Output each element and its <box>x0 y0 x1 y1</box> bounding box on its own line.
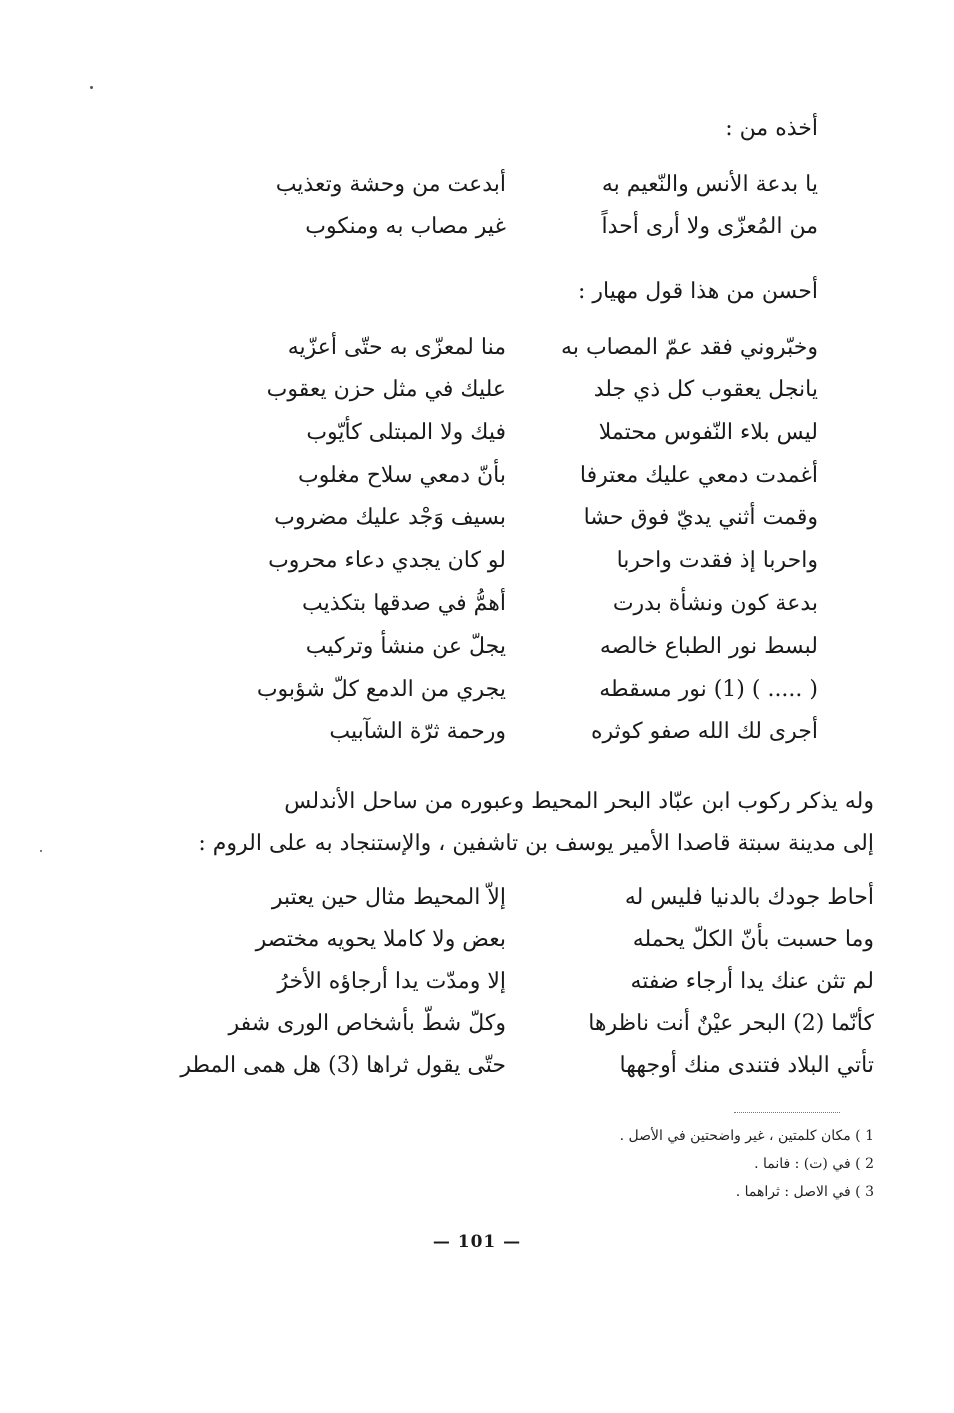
verse-c2-right: وما حسبت بأنّ الكلّ يحمله <box>632 927 874 952</box>
verse-a1-right: يا بدعة الأنس والنّعيم به <box>601 172 818 197</box>
verse-c3-left: إلا ومدّت يدا أرجاؤه الأخرُ <box>277 969 506 994</box>
verse-b8-right: لبسط نور الطباع خالصه <box>599 634 818 659</box>
verse-b7-left: أهمُّ في صدقها بتكذيب <box>302 591 506 616</box>
verse-c3-right: لم تثن عنك يدا أرجاء ضفته <box>630 969 874 994</box>
verse-b1-left: منا لمعزّى به حتّى أعزّيه <box>287 335 506 360</box>
verse-b3-right: ليس بلاء النّفوس محتملا <box>598 420 818 445</box>
verse-b4-right: أغمدت دمعي عليك معترفا <box>579 463 818 488</box>
verse-c2-left: بعض ولا كاملا يحويه مختصر <box>255 927 506 952</box>
verse-b2-left: عليك في مثل حزن يعقوب <box>266 377 506 402</box>
page-number: — 101 — <box>432 1232 522 1252</box>
scan-speck <box>90 86 93 89</box>
verse-b8-left: يجلّ عن منشأ وتركيب <box>305 634 506 659</box>
prose-line-1: وله يذكر ركوب ابن عبّاد البحر المحيط وعبوره من ساحل الأندلس <box>284 789 874 814</box>
verse-a2-right: من المُعزّى ولا أرى أحداً <box>601 214 818 239</box>
mihyar-heading: أحسن من هذا قول مهيار : <box>577 279 818 304</box>
verse-a1-left: أبدعت من وحشة وتعذيب <box>275 172 506 197</box>
verse-b2-right: يانجل يعقوب كل ذي جلد <box>593 377 818 402</box>
verse-b10-left: ورحمة ثرّة الشآبيب <box>329 719 506 744</box>
verse-c1-left: إلاّ المحيط مثال حين يعتبر <box>271 885 506 910</box>
verse-b9-right: ( ..... ) (1) نور مسقطه <box>599 677 818 702</box>
verse-b5-right: وقمت أثني يديّ فوق حشا <box>583 505 818 530</box>
verse-c5-right: تأتي البلاد فتندى منك أوجهها <box>619 1053 874 1078</box>
verse-b6-left: لو كان يجدي دعاء محروب <box>268 548 506 573</box>
verse-b3-left: فيك ولا المبتلى كأيّوب <box>306 420 506 445</box>
prose-line-2: إلى مدينة سبتة قاصدا الأمير يوسف بن تاشفين ، والإستنجاد به على الروم : <box>198 831 874 856</box>
verse-b6-right: واحربا إذ فقدت واحربا <box>616 548 818 573</box>
intro-heading: أخذه من : <box>725 116 818 141</box>
scan-speck <box>40 850 42 852</box>
verse-b4-left: بأنّ دمعي سلاح مغلوب <box>297 463 506 488</box>
footnote-2: 2 ) في (ت) : فانما . <box>754 1156 874 1172</box>
verse-b7-right: بدعة كون ونشأة بدرت <box>612 591 818 616</box>
verse-a2-left: غير مصاب به ومنكوب <box>305 214 506 239</box>
verse-b5-left: بسيف وَجْد عليك مضروب <box>274 505 506 530</box>
verse-c4-left: وكلّ شطّ بأشخاص الورى شفر <box>228 1011 506 1036</box>
verse-b1-right: وخبّروني فقد عمّ المصاب به <box>561 335 818 360</box>
footnote-3: 3 ) في الاصل : ثراهما . <box>735 1184 874 1200</box>
verse-c1-right: أحاط جودك بالدنيا فليس له <box>624 885 874 910</box>
footnote-1: 1 ) مكان كلمتين ، غير واضحتين في الأصل . <box>619 1128 874 1144</box>
verse-b9-left: يجري من الدمع كلّ شؤبوب <box>256 677 506 702</box>
footnote-rule <box>734 1112 840 1113</box>
verse-c5-left: حتّى يقول ثراها (3) هل همى المطر <box>180 1053 506 1078</box>
verse-c4-right: كأنّما (2) البحر عيْنٌ أنت ناظرها <box>588 1011 874 1036</box>
verse-b10-right: أجرى لك الله صفو كوثره <box>591 719 818 744</box>
